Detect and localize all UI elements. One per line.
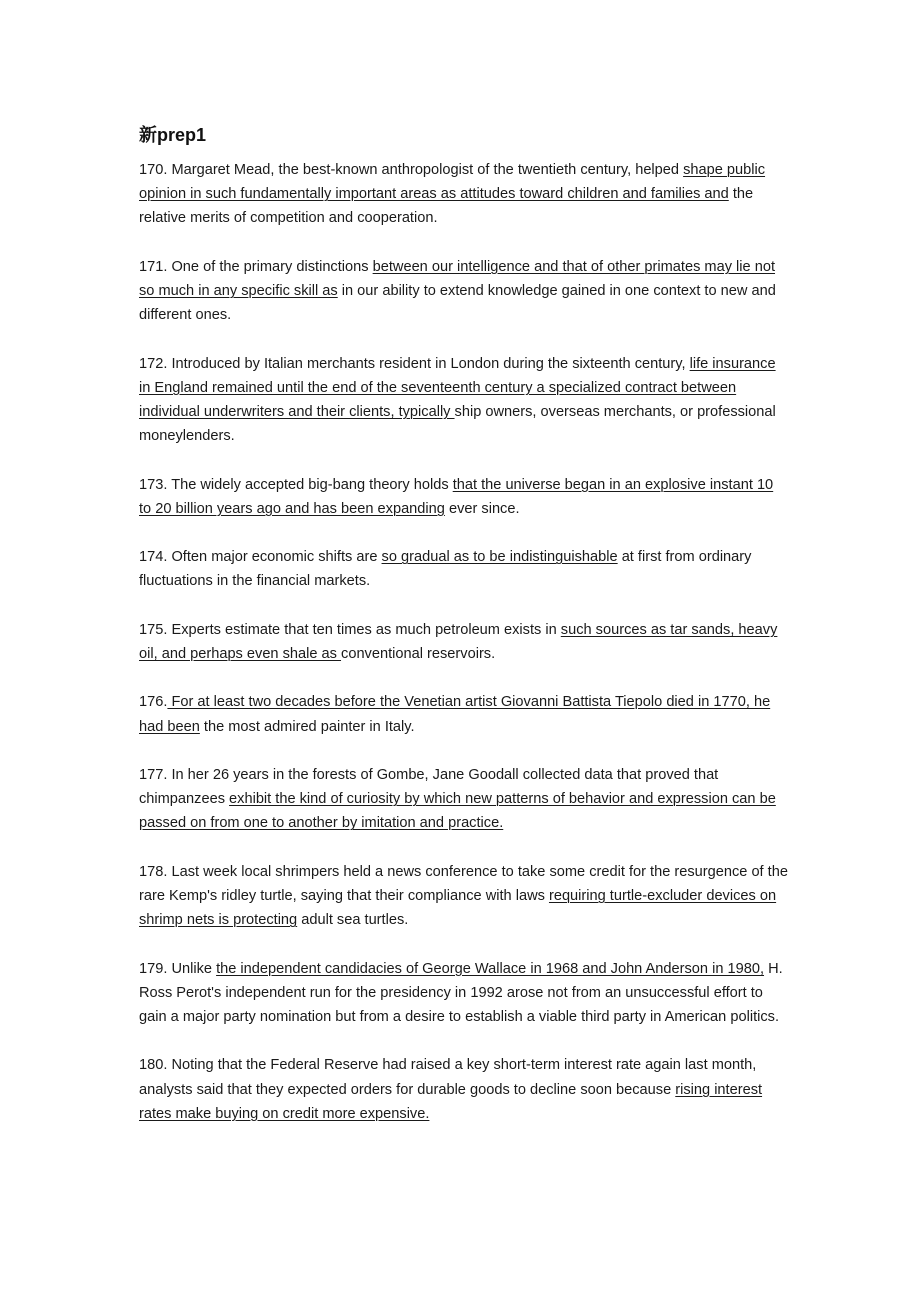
sentence-item: [139, 690, 789, 738]
sentence-text: 175. Experts estimate that ten times as much petroleum exists in: [139, 621, 561, 638]
underlined-phrase: For at least two decades before the Venetian artist Giovanni Battista Tiepolo died in 1770, he had been: [139, 694, 771, 735]
question-list: [139, 158, 789, 1126]
sentence-text: 179. Unlike: [139, 960, 217, 977]
sentence-text: the most admired painter in Italy.: [199, 718, 415, 735]
underlined-phrase: shape public opinion in such fundamentally important areas as attitudes toward children and families and: [139, 162, 766, 203]
sentence-text: the relative merits of competition and cooperation.: [139, 186, 754, 227]
underlined-phrase: exhibit the kind of curiosity by which new patterns of behavior and expression can be passed on from one to another by imitation and practice.: [139, 791, 776, 832]
sentence-text: adult sea turtles.: [297, 912, 409, 929]
underlined-phrase: the independent candidacies of George Wallace in 1968 and John Anderson in 1980,: [216, 960, 765, 977]
sentence-item: [139, 352, 789, 449]
underlined-phrase: so gradual as to be indistinguishable: [381, 549, 618, 566]
sentence-text: 180. Noting that the Federal Reserve had raised a key short-term interest rate again last month, analysts said that they expected orders for durable goods to decline soon because: [139, 1057, 757, 1098]
sentence-text: conventional reservoirs.: [341, 645, 496, 662]
sentence-item: [139, 545, 789, 593]
sentence-text: 178. Last week local shrimpers held a news conference to take some credit for the resurgence of the rare Kemp's ridley turtle, saying that their compliance with laws: [139, 863, 788, 904]
sentence-text: ever since.: [444, 500, 520, 517]
sentence-item: [139, 473, 789, 521]
sentence-text: 174. Often major economic shifts are: [139, 549, 382, 566]
underlined-phrase: life insurance in England remained until the end of the seventeenth century a specialized contract between individual underwriters and their clients, typically: [139, 355, 776, 420]
sentence-text: in our ability to extend knowledge gained in one context to new and different ones.: [139, 283, 776, 324]
sentence-item: [139, 1053, 789, 1126]
underlined-phrase: such sources as tar sands, heavy oil, and perhaps even shale as: [139, 621, 778, 662]
sentence-item: [139, 158, 789, 231]
sentence-text: H. Ross Perot's independent run for the presidency in 1992 arose not from an unsuccessful effort to gain a major party nomination but from a desire to establish a viable third party in American politics.: [139, 960, 783, 1025]
underlined-phrase: between our intelligence and that of other primates may lie not so much in any specific skill as: [139, 258, 776, 299]
sentence-item: [139, 957, 789, 1030]
sentence-text: 177. In her 26 years in the forests of Gombe, Jane Goodall collected data that proved that chimpanzees: [139, 766, 719, 808]
sentence-text: 171. One of the primary distinctions: [139, 258, 373, 275]
document-title: 新prep1: [139, 125, 207, 145]
sentence-text: 176.: [139, 694, 168, 711]
underlined-phrase: requiring turtle-excluder devices on shrimp nets is protecting: [139, 887, 777, 929]
sentence-text: 170. Margaret Mead, the best-known anthropologist of the twentieth century, helped: [139, 162, 684, 178]
sentence-item: [139, 255, 789, 328]
sentence-text: 173. The widely accepted big-bang theory holds: [139, 476, 453, 493]
underlined-phrase: rising interest rates make buying on credit more expensive.: [139, 1081, 763, 1122]
document-page: [139, 122, 789, 1150]
sentence-text: at first from ordinary fluctuations in the financial markets.: [139, 549, 752, 590]
underlined-phrase: that the universe began in an explosive instant 10 to 20 billion years ago and has been expanding: [139, 476, 774, 517]
sentence-text: 172. Introduced by Italian merchants resident in London during the sixteenth century,: [139, 355, 690, 372]
sentence-item: [139, 618, 789, 666]
sentence-text: ship owners, overseas merchants, or professional moneylenders.: [139, 404, 776, 445]
sentence-item: [139, 860, 789, 933]
sentence-item: [139, 763, 789, 836]
